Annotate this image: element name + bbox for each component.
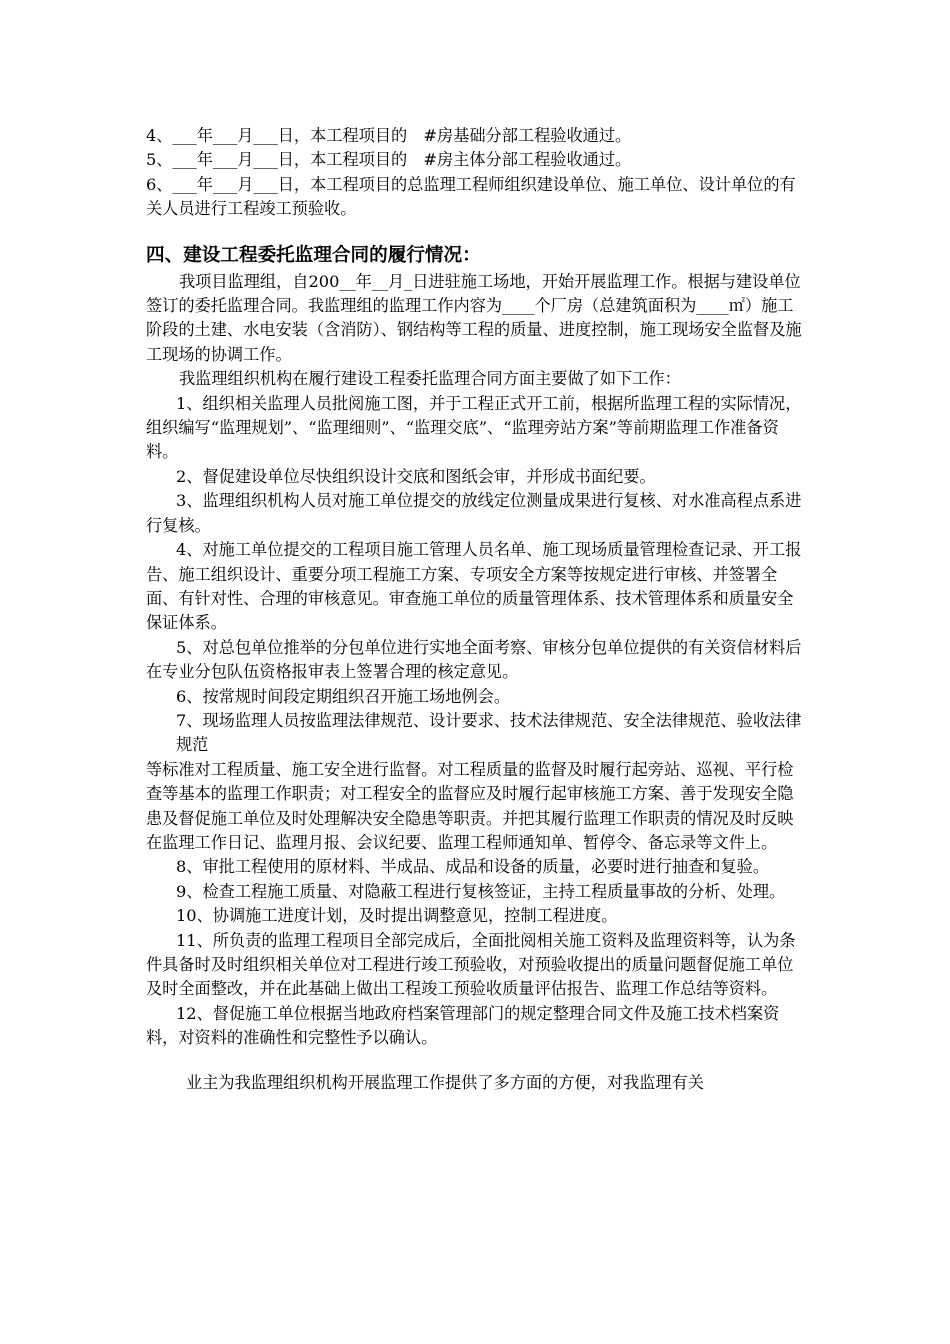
section-heading: 四、建设工程委托监理合同的履行情况： [146,244,481,266]
milestone-item: 4、___年___月___日，本工程项目的 #房基础分部工程验收通过。 [146,126,632,145]
work-item: 6、按常规时间段定期组织召开施工场地例会。 [176,686,511,706]
work-item: 2、督促建设单位尽快组织设计交底和图纸会审，并形成书面纪要。 [176,466,656,486]
milestone-item: 5、___年___月___日，本工程项目的 #房主体分部工程验收通过。 [146,150,632,170]
intro-paragraph: 我项目监理组，自200__年__月_日进驻施工场地，开始开展监理工作。根据与建设单位签订的委托监理合同。我监理组的监理工作内容为____个厂房（总建筑面积为____㎡）施工阶段的土建、水电安装（含消防）、钢结构等工程的质量、进度控制，施工现场安全监督及施工现场的协调工作。 [146,271,802,364]
work-item: 1、组织相关监理人员批阅施工图，并于工程正式开工前，根据所监理工程的实际情况，组织编写“监理规划”、“监理细则”、“监理交底”、“监理旁站方案”等前期监理工作准备资料。 [146,393,802,462]
work-item-7-body: 等标准对工程质量、施工安全进行监督。对工程质量的监督及时履行起旁站、巡视、平行检查等基本的监理工作职责；对工程安全的监督应及时履行起审核施工方案、善于发现安全隐患及督促施工单位及时处理解决安全隐患等职责。并把其履行监理工作职责的情况及时反映在监理工作日记、监理月报、会议纪要、监理工程师通知单、暂停令、备忘录等文件上。 [146,759,794,852]
work-item: 4、对施工单位提交的工程项目施工管理人员名单、施工现场质量管理检查记录、开工报告、施工组织设计、重要分项工程施工方案、专项安全方案等按规定进行审核、并签署全面、有针对性、合理的审核意见。审查施工单位的质量管理体系、技术管理体系和质量安全保证体系。 [146,540,802,633]
work-item: 3、监理组织机构人员对施工单位提交的放线定位测量成果进行复核、对水准高程点系进行复核。 [146,491,802,535]
work-item: 10、协调施工进度计划，及时提出调整意见，控制工程进度。 [176,906,618,926]
work-item: 9、检查工程施工质量、对隐蔽工程进行复核签证，主持工程质量事故的分析、处理。 [176,881,786,901]
milestone-item: 6、___年___月___日，本工程项目的总监理工程师组织建设单位、施工单位、设计单位的有关人员进行工程竣工预验收。 [146,174,796,219]
intro-paragraph: 我监理组织机构在履行建设工程委托监理合同方面主要做了如下工作： [179,369,681,389]
work-item: 12、督促施工单位根据当地政府档案管理部门的规定整理合同文件及施工技术档案资料，对资料的准确性和完整性予以确认。 [146,1003,780,1048]
work-item-7-head: 7、现场监理人员按监理法律规范、设计要求、技术法律规范、安全法律规范、验收法律规范 [176,710,802,755]
work-item: 11、所负责的监理工程项目全部完成后，全面批阅相关施工资料及监理资料等，认为条件具备时及时组织相关单位对工程进行竣工预验收，对预验收提出的质量问题督促施工单位及时全面整改，并在此基础上做出工程竣工预验收质量评估报告、监理工作总结等资料。 [146,930,796,999]
work-item: 5、对总包单位推举的分包单位进行实地全面考察、审核分包单位提供的有关资信材料后在专业分包队伍资格报审表上签署合理的核定意见。 [146,637,802,682]
document-page [146,124,806,1095]
work-item: 8、审批工程使用的原材料、半成品、成品和设备的质量，必要时进行抽查和复验。 [176,857,770,877]
closing-paragraph: 业主为我监理组织机构开展监理工作提供了多方面的方便，对我监理有关 [186,1072,704,1092]
